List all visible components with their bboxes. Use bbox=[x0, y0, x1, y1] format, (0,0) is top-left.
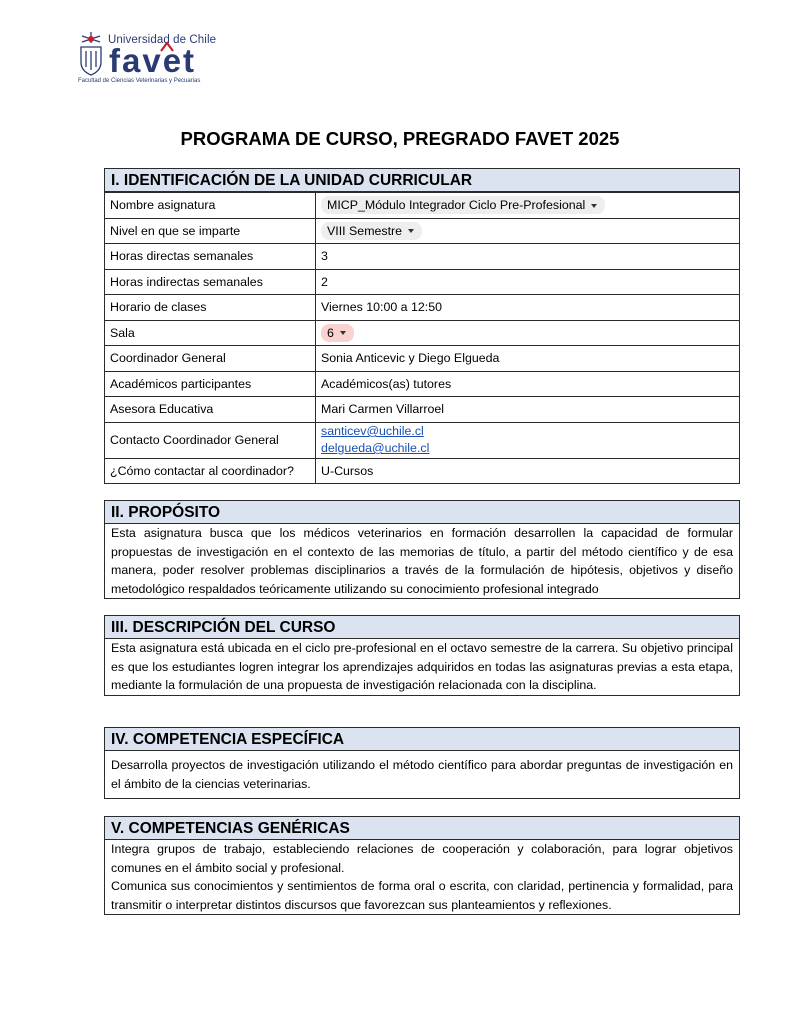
table-row bbox=[105, 346, 739, 372]
nivel-dropdown[interactable] bbox=[321, 222, 422, 240]
email-link[interactable]: santicev@uchile.cl bbox=[321, 424, 424, 438]
row-label: Coordinador General bbox=[105, 346, 316, 372]
table-row bbox=[105, 422, 739, 458]
table-row bbox=[105, 458, 739, 483]
table-row bbox=[105, 371, 739, 397]
asignatura-dropdown[interactable] bbox=[321, 196, 605, 214]
section-competencias-genericas bbox=[104, 816, 740, 915]
dropdown-value: VIII Semestre bbox=[327, 223, 403, 238]
section-heading: I. IDENTIFICACIÓN DE LA UNIDAD CURRICULAR bbox=[105, 169, 739, 192]
table-row bbox=[105, 193, 739, 219]
caret-down-icon bbox=[408, 229, 414, 233]
row-value: 2 bbox=[316, 269, 740, 295]
page-title: PROGRAMA DE CURSO, PREGRADO FAVET 2025 bbox=[180, 128, 620, 149]
table-row bbox=[105, 269, 739, 295]
table-row bbox=[105, 244, 739, 270]
favet-logo bbox=[78, 28, 238, 88]
favet-wordmark: favet bbox=[109, 42, 197, 79]
row-value: Sonia Anticevic y Diego Elgueda bbox=[316, 346, 740, 372]
row-label: Horas directas semanales bbox=[105, 244, 316, 270]
university-seal-icon bbox=[78, 30, 104, 76]
section-text: Desarrolla proyectos de investigación utilizando el método científico para abordar preguntas de investigación en el ámbito de la ciencias veterinarias. bbox=[111, 758, 733, 791]
row-label: ¿Cómo contactar al coordinador? bbox=[105, 458, 316, 483]
table-row bbox=[105, 397, 739, 423]
faculty-name: Facultad de Ciencias Veterinarias y Pecuarias bbox=[78, 78, 201, 84]
section-heading: III. DESCRIPCIÓN DEL CURSO bbox=[105, 616, 739, 639]
sala-dropdown[interactable] bbox=[321, 324, 354, 342]
section-proposito bbox=[104, 500, 740, 599]
identificacion-table bbox=[105, 192, 739, 483]
row-label: Académicos participantes bbox=[105, 371, 316, 397]
table-row bbox=[105, 295, 739, 321]
university-name: Universidad de Chile bbox=[108, 34, 217, 46]
row-value bbox=[316, 320, 740, 346]
section-text: Esta asignatura busca que los médicos veterinarios en formación desarrollen la capacidad de formular propuestas de investigación en el contexto de las memorias de título, a partir del método científico y de esa manera, poder resolver problemas disciplinarios a través de la formulación de hipótesis, objetivos y diseño metodológico respaldados teóricamente utilizando su conocimiento profesional integrado bbox=[111, 526, 733, 596]
row-label: Horas indirectas semanales bbox=[105, 269, 316, 295]
section-identificacion bbox=[104, 168, 740, 484]
section-heading: IV. COMPETENCIA ESPECÍFICA bbox=[105, 728, 739, 751]
row-value bbox=[316, 218, 740, 244]
row-value bbox=[316, 422, 740, 458]
row-label: Nivel en que se imparte bbox=[105, 218, 316, 244]
section-descripcion bbox=[104, 615, 740, 696]
row-value: 3 bbox=[316, 244, 740, 270]
row-value: Viernes 10:00 a 12:50 bbox=[316, 295, 740, 321]
row-value: U-Cursos bbox=[316, 458, 740, 483]
row-label: Nombre asignatura bbox=[105, 193, 316, 219]
row-value: Académicos(as) tutores bbox=[316, 371, 740, 397]
section-text: Esta asignatura está ubicada en el ciclo pre-profesional en el octavo semestre de la carrera. Su objetivo principal es que los estudiantes logren integrar los aprendizajes adquiridos en todas las asignaturas previas a esta etapa, mediante la formulación de una propuesta de investigación relacionada con la disciplina. bbox=[111, 641, 733, 693]
email-link[interactable]: delgueda@uchile.cl bbox=[321, 441, 430, 455]
logo-red-accent bbox=[160, 42, 174, 52]
caret-down-icon bbox=[591, 204, 597, 208]
row-label: Horario de clases bbox=[105, 295, 316, 321]
table-row bbox=[105, 218, 739, 244]
row-label: Sala bbox=[105, 320, 316, 346]
row-label: Asesora Educativa bbox=[105, 397, 316, 423]
dropdown-value: 6 bbox=[327, 325, 334, 340]
section-text bbox=[105, 840, 739, 914]
dropdown-value: MICP_Módulo Integrador Ciclo Pre-Profesional bbox=[327, 198, 586, 213]
competencia-item: Integra grupos de trabajo, estableciendo relaciones de cooperación y colaboración, para lograr objetivos comunes en el ámbito social y profesional. bbox=[111, 842, 733, 875]
row-label: Contacto Coordinador General bbox=[105, 422, 316, 458]
table-row bbox=[105, 320, 739, 346]
caret-down-icon bbox=[340, 331, 346, 335]
competencia-item: Comunica sus conocimientos y sentimientos de forma oral o escrita, con claridad, pertinencia y formalidad, para transmitir o interpretar distintos discursos que favorezcan sus planteamientos y reflexiones. bbox=[111, 879, 733, 912]
section-competencia-especifica bbox=[104, 727, 740, 799]
row-value bbox=[316, 193, 740, 219]
row-value: Mari Carmen Villarroel bbox=[316, 397, 740, 423]
section-heading: V. COMPETENCIAS GENÉRICAS bbox=[105, 817, 739, 840]
section-heading: II. PROPÓSITO bbox=[105, 501, 739, 524]
